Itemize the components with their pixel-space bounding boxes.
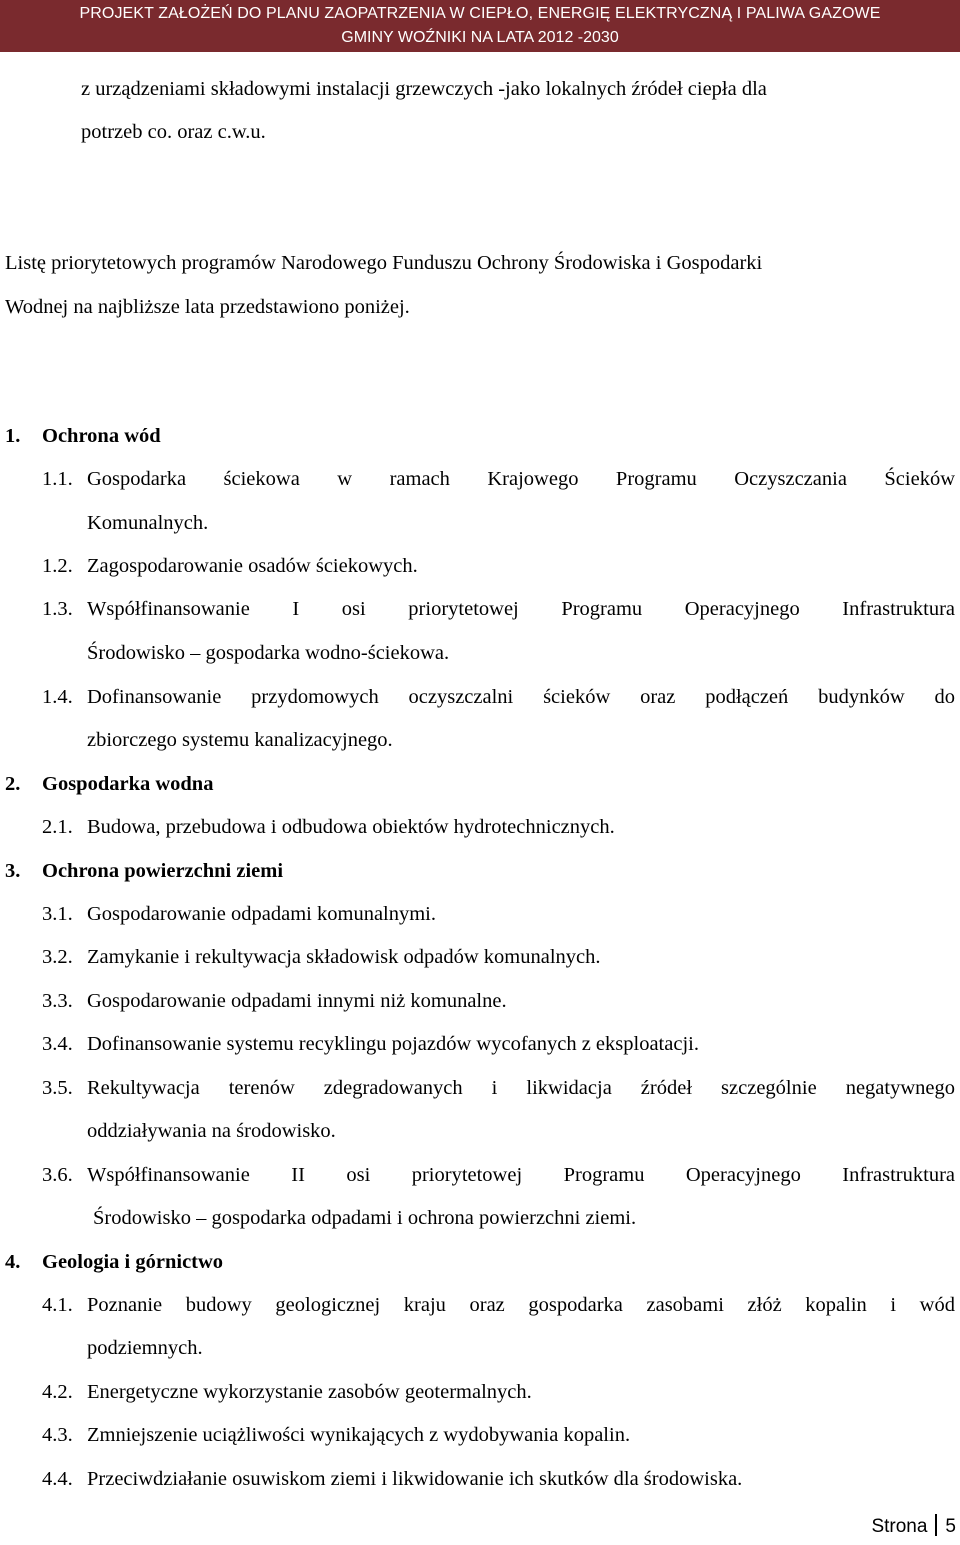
item-text: Przeciwdziałanie osuwiskom ziemi i likwidowanie ich skutków dla środowiska. [87, 1468, 743, 1490]
item-text: Zmniejszenie uciążliwości wynikających z wydobywania kopalin. [87, 1424, 631, 1446]
item-text: Budowa, przebudowa i odbudowa obiektów hydrotechnicznych. [87, 816, 615, 838]
paragraph-line-2: Wodnej na najbliższe lata przedstawiono poniżej. [5, 296, 410, 318]
section-number: 4. [5, 1251, 21, 1273]
footer-separator [935, 1514, 937, 1536]
page-label: Strona [871, 1516, 928, 1537]
item-text: Dofinansowanie systemu recyklingu pojazdów wycofanych z eksploatacji. [87, 1033, 699, 1055]
item-text: Gospodarowanie odpadami komunalnymi. [87, 903, 437, 925]
item-text: Energetyczne wykorzystanie zasobów geotermalnych. [87, 1381, 532, 1403]
item-number: 4.2. [42, 1381, 73, 1403]
item-text-continued: podziemnych. [87, 1337, 203, 1359]
item-text: Gospodarowanie odpadami innymi niż komunalne. [87, 990, 507, 1012]
item-number: 1.4. [42, 686, 73, 708]
item-text: Współfinansowanie I osi priorytetowej Programu Operacyjnego Infrastruktura [87, 598, 955, 620]
header-subtitle: GMINY WOŹNIKI NA LATA 2012 -2030 [341, 29, 619, 46]
item-text-continued: oddziaływania na środowisko. [87, 1120, 336, 1142]
item-number: 3.3. [42, 990, 73, 1012]
section-title: Ochrona wód [42, 425, 161, 447]
item-text-continued: Środowisko – gospodarka wodno-ściekowa. [87, 642, 450, 664]
item-number: 1.1. [42, 468, 73, 490]
item-text-continued: Środowisko – gospodarka odpadami i ochrona powierzchni ziemi. [93, 1207, 637, 1229]
item-text: Rekultywacja terenów zdegradowanych i likwidacja źródeł szczególnie negatywnego [87, 1077, 955, 1099]
item-number: 3.6. [42, 1164, 73, 1186]
intro-line-2: potrzeb co. oraz c.w.u. [81, 121, 266, 143]
paragraph-line-1: Listę priorytetowych programów Narodowego Funduszu Ochrony Środowiska i Gospodarki [5, 252, 763, 274]
item-number: 4.4. [42, 1468, 73, 1490]
item-text-continued: zbiorczego systemu kanalizacyjnego. [87, 729, 393, 751]
item-number: 3.2. [42, 946, 73, 968]
item-number: 3.4. [42, 1033, 73, 1055]
item-text: Gospodarka ściekowa w ramach Krajowego Programu Oczyszczania Ścieków [87, 468, 955, 490]
section-number: 1. [5, 425, 21, 447]
item-text: Współfinansowanie II osi priorytetowej Programu Operacyjnego Infrastruktura [87, 1164, 955, 1186]
section-title: Ochrona powierzchni ziemi [42, 860, 284, 882]
item-text: Dofinansowanie przydomowych oczyszczalni ścieków oraz podłączeń budynków do [87, 686, 955, 708]
item-number: 3.5. [42, 1077, 73, 1099]
item-text: Poznanie budowy geologicznej kraju oraz gospodarka zasobami złóż kopalin i wód [87, 1294, 955, 1316]
item-number: 1.2. [42, 555, 73, 577]
document-header [0, 0, 960, 52]
section-number: 2. [5, 773, 21, 795]
intro-line-1: z urządzeniami składowymi instalacji grzewczych -jako lokalnych źródeł ciepła dla [81, 78, 767, 100]
page-number: 5 [945, 1516, 956, 1537]
item-number: 3.1. [42, 903, 73, 925]
item-text: Zagospodarowanie osadów ściekowych. [87, 555, 418, 577]
section-title: Gospodarka wodna [42, 773, 214, 795]
item-number: 4.1. [42, 1294, 73, 1316]
item-number: 4.3. [42, 1424, 73, 1446]
item-number: 1.3. [42, 598, 73, 620]
item-text: Zamykanie i rekultywacja składowisk odpadów komunalnych. [87, 946, 601, 968]
section-number: 3. [5, 860, 21, 882]
item-number: 2.1. [42, 816, 73, 838]
item-text-continued: Komunalnych. [87, 512, 209, 534]
header-title: PROJEKT ZAŁOŻEŃ DO PLANU ZAOPATRZENIA W CIEPŁO, ENERGIĘ ELEKTRYCZNĄ I PALIWA GAZOWE [79, 5, 881, 22]
section-title: Geologia i górnictwo [42, 1251, 224, 1273]
page-footer [871, 1514, 956, 1538]
